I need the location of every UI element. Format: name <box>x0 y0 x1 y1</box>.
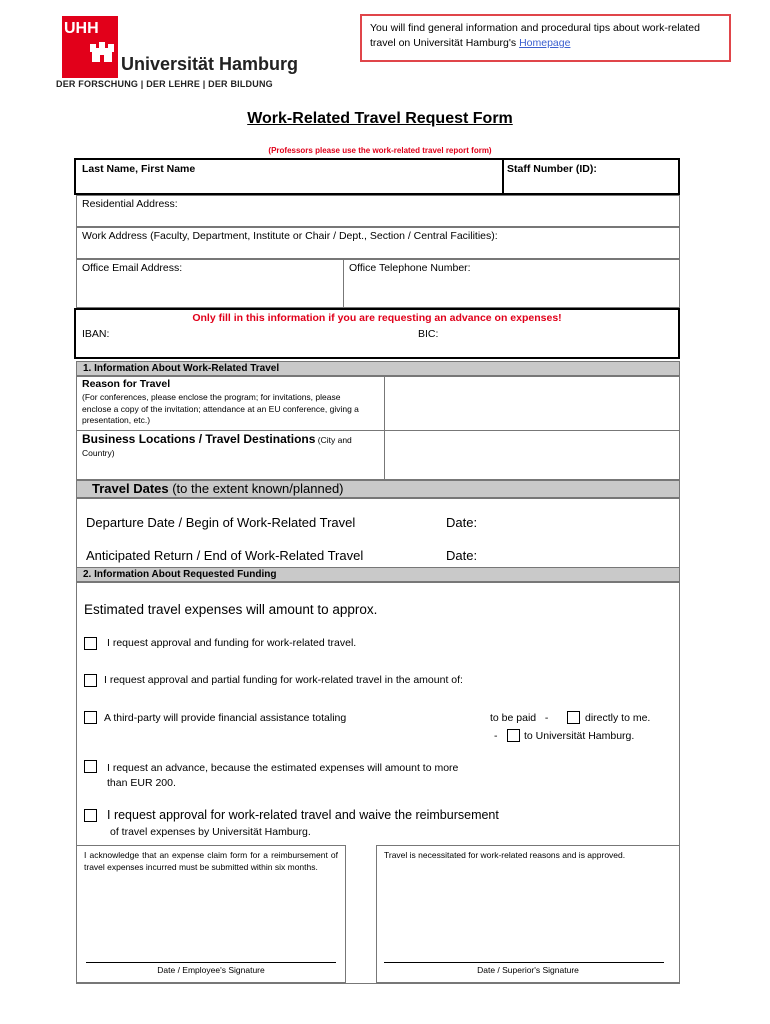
university-tagline: DER FORSCHUNG | DER LEHRE | DER BILDUNG <box>56 79 273 89</box>
employee-signature-line <box>86 962 336 963</box>
opt2-checkbox[interactable] <box>84 674 97 687</box>
opt5-label-line2: of travel expenses by Universität Hamburg. <box>110 826 311 838</box>
section1-header: 1. Information About Work-Related Travel <box>76 361 680 376</box>
opt4-label-line2: than EUR 200. <box>107 777 176 789</box>
reason-title: Reason for Travel <box>82 378 171 390</box>
section2-header: 2. Information About Requested Funding <box>76 567 680 582</box>
name-divider <box>502 159 504 193</box>
locations-field[interactable] <box>384 430 680 480</box>
superior-signature-line <box>384 962 664 963</box>
university-name: Universität Hamburg <box>121 54 299 74</box>
opt4-label-line1: I request an advance, because the estimated expenses will amount to more <box>107 762 459 774</box>
form-title: Work-Related Travel Request Form <box>247 110 513 127</box>
opt4-checkbox[interactable] <box>84 760 97 773</box>
travel-dates-label <box>92 481 344 496</box>
iban-label: IBAN: <box>82 328 110 340</box>
return-date-label: Date: <box>446 548 478 563</box>
locations-title: Business Locations / Travel Destinations <box>82 432 316 446</box>
opt3-label: A third-party will provide financial assistance totaling <box>104 712 347 724</box>
name-label: Last Name, First Name <box>82 163 196 175</box>
residential-label: Residential Address: <box>82 198 178 210</box>
necessitated-text: Travel is necessitated for work-related reasons and is approved. <box>384 850 626 860</box>
direct-label: directly to me. <box>585 712 651 724</box>
opt2-label: I request approval and partial funding for work-related travel in the amount of: <box>104 674 463 686</box>
staff-number-label: Staff Number (ID): <box>507 163 597 175</box>
logo-text: UHH <box>64 20 99 37</box>
homepage-link[interactable]: Homepage <box>519 37 571 49</box>
to-uhh-checkbox[interactable] <box>507 729 520 742</box>
return-label: Anticipated Return / End of Work-Related Travel <box>86 548 364 563</box>
info-note <box>360 14 731 62</box>
castle-icon <box>90 42 114 64</box>
reason-field[interactable] <box>384 376 680 431</box>
estimated-expenses-label: Estimated travel expenses will amount to approx. <box>84 602 378 617</box>
departure-label: Departure Date / Begin of Work-Related Travel <box>86 515 356 530</box>
dash-label: - <box>494 730 498 742</box>
work-address-label: Work Address (Faculty, Department, Institute or Chair / Dept., Section / Central Facilities): <box>82 230 498 242</box>
reason-note: (For conferences, please enclose the program; for invitations, please enclose a copy of the invitation; attendance at an EU conference, giving a presentation, etc.) <box>82 392 359 425</box>
opt3-checkbox[interactable] <box>84 711 97 724</box>
travel-dates-title: Travel Dates <box>92 481 169 496</box>
office-phone-label: Office Telephone Number: <box>349 262 471 274</box>
office-email-label: Office Email Address: <box>82 262 183 274</box>
employee-signature-label: Date / Employee's Signature <box>157 965 265 975</box>
advance-notice: Only fill in this information if you are requesting an advance on expenses! <box>192 312 562 324</box>
to-uhh-label: to Universität Hamburg. <box>524 730 635 742</box>
direct-checkbox[interactable] <box>567 711 580 724</box>
paid-label: to be paid - <box>490 712 549 724</box>
opt5-label-line1: I request approval for work-related travel and waive the reimbursement <box>107 808 499 822</box>
locations-note: (City and Country) <box>82 435 352 458</box>
info-note-text: You will find general information and procedural tips about work-related travel on Universität Hamburg's <box>370 22 700 49</box>
superior-signature-label: Date / Superior's Signature <box>477 965 579 975</box>
opt1-label: I request approval and funding for work-related travel. <box>107 637 357 649</box>
form-subtitle: (Professors please use the work-related travel report form) <box>268 146 492 155</box>
travel-dates-note: (to the extent known/planned) <box>168 481 344 496</box>
locations-label <box>82 433 380 460</box>
opt1-checkbox[interactable] <box>84 637 97 650</box>
opt5-checkbox[interactable] <box>84 809 97 822</box>
acknowledge-text: I acknowledge that an expense claim form for a reimbursement of travel expenses incurred must be submitted within six months. <box>84 850 338 872</box>
bic-label: BIC: <box>418 328 439 340</box>
departure-date-label: Date: <box>446 515 478 530</box>
